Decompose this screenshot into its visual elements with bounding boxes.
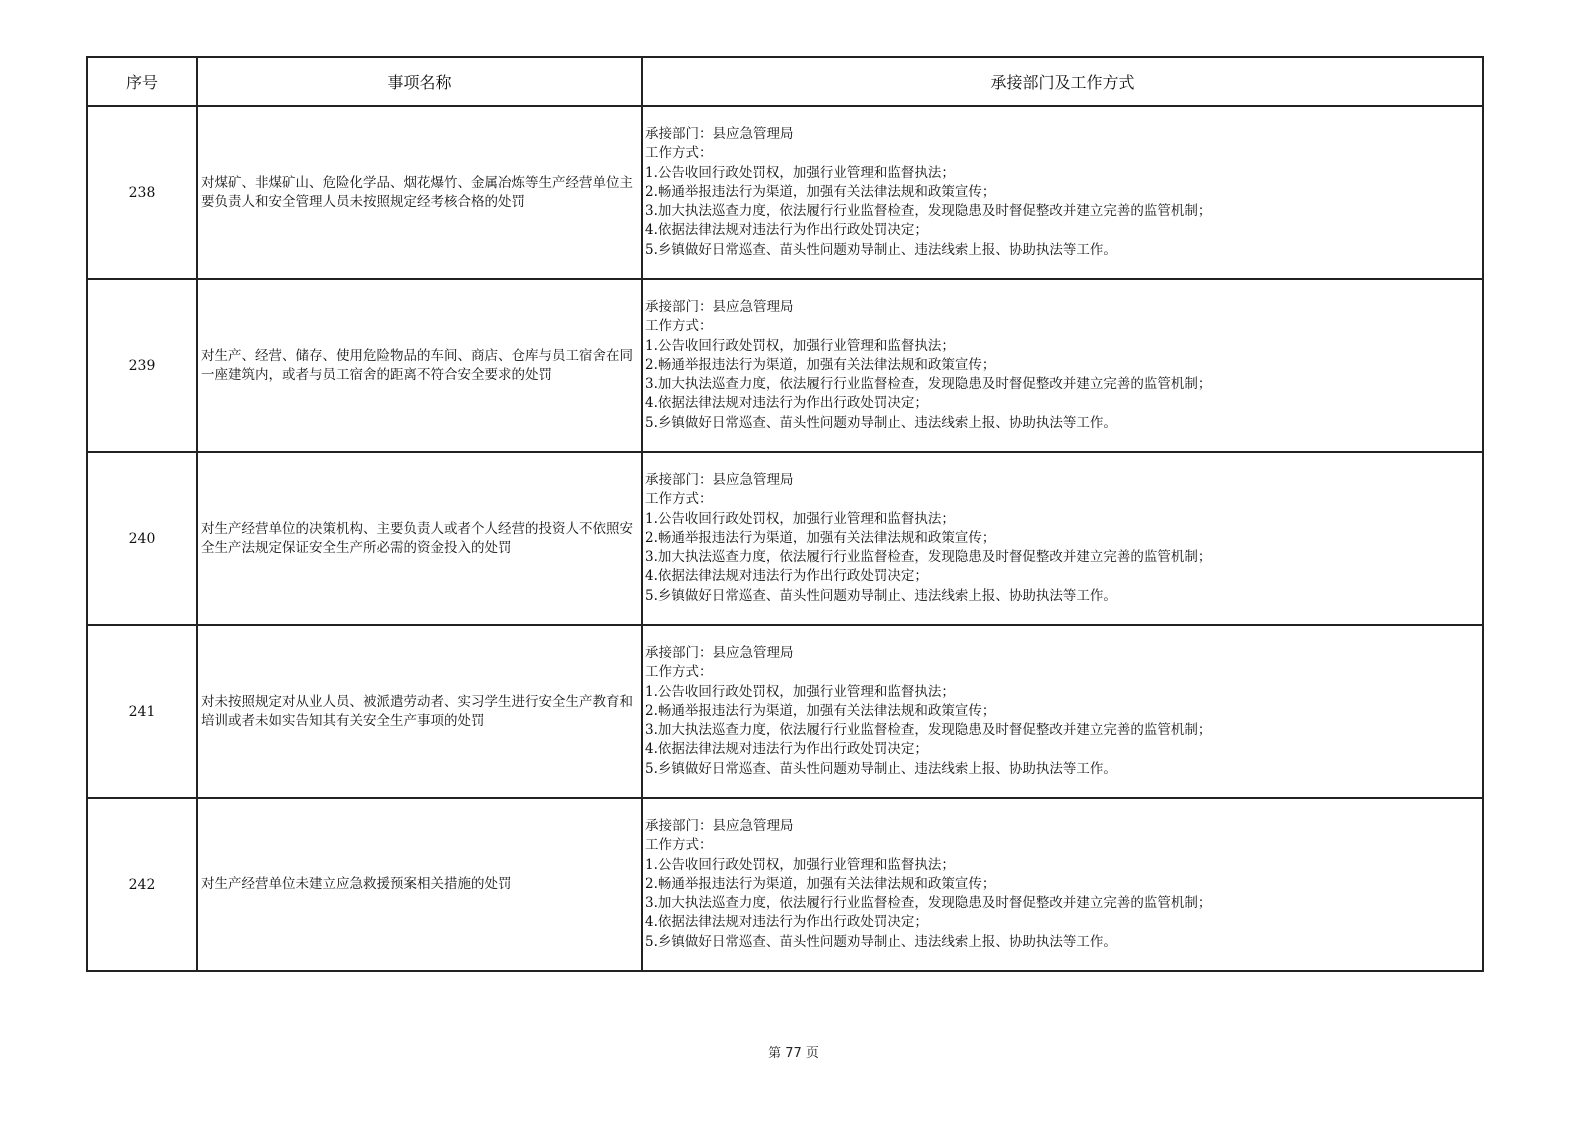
row-department-method bbox=[642, 279, 1483, 452]
method-line: 4.依据法律法规对违法行为作出行政处罚决定； bbox=[645, 395, 928, 412]
table-row-239 bbox=[87, 279, 1483, 452]
method-line: 承接部门：县应急管理局 bbox=[645, 299, 794, 316]
method-line: 2.畅通举报违法行为渠道，加强有关法律法规和政策宣传； bbox=[645, 183, 996, 200]
row-matter-name: 对生产、经营、储存、使用危险物品的车间、商店、仓库与员工宿舍在同一座建筑内，或者与员工宿舍的距离不符合安全要求的处罚 bbox=[197, 279, 642, 452]
table-body bbox=[87, 106, 1483, 971]
method-line: 3.加大执法巡查力度，依法履行行业监督检查，发现隐患及时督促整改并建立完善的监管机制； bbox=[645, 549, 1212, 566]
method-line: 2.畅通举报违法行为渠道，加强有关法律法规和政策宣传； bbox=[645, 702, 996, 719]
table-row-240 bbox=[87, 452, 1483, 625]
method-line: 承接部门：县应急管理局 bbox=[645, 472, 794, 489]
method-line: 1.公告收回行政处罚权，加强行业管理和监督执法； bbox=[645, 164, 955, 181]
row-seq: 241 bbox=[87, 625, 197, 798]
row-department-method bbox=[642, 625, 1483, 798]
method-line: 工作方式： bbox=[645, 664, 713, 681]
method-line: 1.公告收回行政处罚权，加强行业管理和监督执法； bbox=[645, 856, 955, 873]
row-seq: 242 bbox=[87, 798, 197, 971]
method-line: 2.畅通举报违法行为渠道，加强有关法律法规和政策宣传； bbox=[645, 875, 996, 892]
row-matter-name: 对生产经营单位未建立应急救援预案相关措施的处罚 bbox=[197, 798, 642, 971]
method-line: 4.依据法律法规对违法行为作出行政处罚决定； bbox=[645, 741, 928, 758]
method-line: 承接部门：县应急管理局 bbox=[645, 818, 794, 835]
method-line: 2.畅通举报违法行为渠道，加强有关法律法规和政策宣传； bbox=[645, 529, 996, 546]
method-line: 工作方式： bbox=[645, 837, 713, 854]
method-line: 1.公告收回行政处罚权，加强行业管理和监督执法； bbox=[645, 337, 955, 354]
method-line: 5.乡镇做好日常巡查、苗头性问题劝导制止、违法线索上报、协助执法等工作。 bbox=[645, 414, 1117, 431]
row-seq: 238 bbox=[87, 106, 197, 279]
method-line: 4.依据法律法规对违法行为作出行政处罚决定； bbox=[645, 914, 928, 931]
method-line: 5.乡镇做好日常巡查、苗头性问题劝导制止、违法线索上报、协助执法等工作。 bbox=[645, 587, 1117, 604]
method-line: 3.加大执法巡查力度，依法履行行业监督检查，发现隐患及时督促整改并建立完善的监管机制； bbox=[645, 203, 1212, 220]
row-seq: 239 bbox=[87, 279, 197, 452]
method-line: 2.畅通举报违法行为渠道，加强有关法律法规和政策宣传； bbox=[645, 356, 996, 373]
header-seq: 序号 bbox=[87, 57, 197, 106]
method-line: 工作方式： bbox=[645, 318, 713, 335]
method-line: 3.加大执法巡查力度，依法履行行业监督检查，发现隐患及时督促整改并建立完善的监管机制； bbox=[645, 895, 1212, 912]
row-department-method bbox=[642, 798, 1483, 971]
method-line: 5.乡镇做好日常巡查、苗头性问题劝导制止、违法线索上报、协助执法等工作。 bbox=[645, 241, 1117, 258]
method-line: 工作方式： bbox=[645, 145, 713, 162]
row-department-method bbox=[642, 452, 1483, 625]
method-line: 5.乡镇做好日常巡查、苗头性问题劝导制止、违法线索上报、协助执法等工作。 bbox=[645, 760, 1117, 777]
method-line: 4.依据法律法规对违法行为作出行政处罚决定； bbox=[645, 222, 928, 239]
row-seq: 240 bbox=[87, 452, 197, 625]
header-method: 承接部门及工作方式 bbox=[642, 57, 1483, 106]
page-number: 第 77 页 bbox=[768, 1046, 819, 1061]
table-row-238 bbox=[87, 106, 1483, 279]
table-header bbox=[87, 57, 1483, 106]
table-row-241 bbox=[87, 625, 1483, 798]
row-matter-name: 对煤矿、非煤矿山、危险化学品、烟花爆竹、金属冶炼等生产经营单位主要负责人和安全管理人员未按照规定经考核合格的处罚 bbox=[197, 106, 642, 279]
method-line: 3.加大执法巡查力度，依法履行行业监督检查，发现隐患及时督促整改并建立完善的监管机制； bbox=[645, 722, 1212, 739]
method-line: 工作方式： bbox=[645, 491, 713, 508]
method-line: 1.公告收回行政处罚权，加强行业管理和监督执法； bbox=[645, 683, 955, 700]
matters-table bbox=[86, 56, 1484, 972]
method-line: 4.依据法律法规对违法行为作出行政处罚决定； bbox=[645, 568, 928, 585]
row-matter-name: 对生产经营单位的决策机构、主要负责人或者个人经营的投资人不依照安全生产法规定保证安全生产所必需的资金投入的处罚 bbox=[197, 452, 642, 625]
header-name: 事项名称 bbox=[197, 57, 642, 106]
method-line: 承接部门：县应急管理局 bbox=[645, 645, 794, 662]
method-line: 1.公告收回行政处罚权，加强行业管理和监督执法； bbox=[645, 510, 955, 527]
row-matter-name: 对未按照规定对从业人员、被派遣劳动者、实习学生进行安全生产教育和培训或者未如实告知其有关安全生产事项的处罚 bbox=[197, 625, 642, 798]
method-line: 承接部门：县应急管理局 bbox=[645, 126, 794, 143]
row-department-method bbox=[642, 106, 1483, 279]
header-row bbox=[87, 57, 1483, 106]
table-row-242 bbox=[87, 798, 1483, 971]
method-line: 3.加大执法巡查力度，依法履行行业监督检查，发现隐患及时督促整改并建立完善的监管机制； bbox=[645, 376, 1212, 393]
method-line: 5.乡镇做好日常巡查、苗头性问题劝导制止、违法线索上报、协助执法等工作。 bbox=[645, 933, 1117, 950]
